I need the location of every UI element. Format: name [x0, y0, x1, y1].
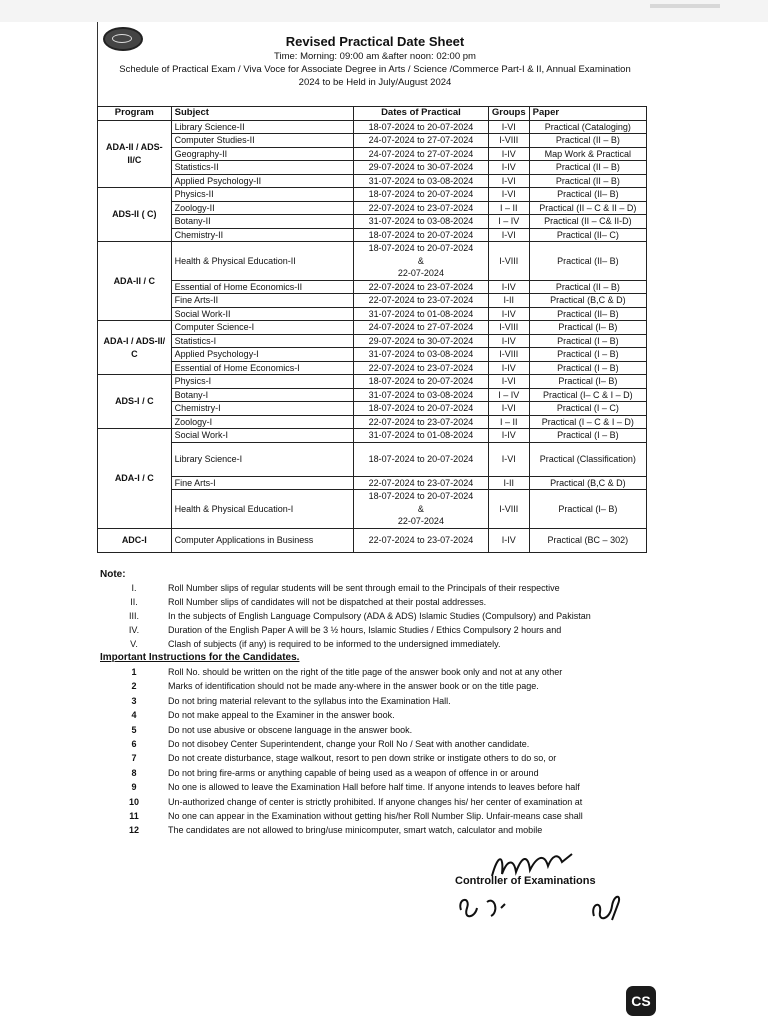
note-item — [100, 581, 660, 595]
date-extra: 22-07-2024 — [397, 268, 444, 278]
controller-signature-title: Controller of Examinations — [455, 875, 596, 887]
program-cell: ADS-I / C — [98, 375, 172, 429]
dates-cell: 31-07-2024 to 01-08-2024 — [354, 429, 489, 443]
table-row — [98, 134, 647, 148]
program-cell: ADA-I / ADS-II/ C — [98, 321, 172, 375]
document-title: Revised Practical Date Sheet — [285, 34, 465, 49]
paper-cell: Practical (II – C& II-D) — [529, 215, 646, 229]
instruction-text: The candidates are not allowed to bring/use minicomputer, smart watch, calculator and mobile — [168, 825, 543, 836]
table-row — [98, 307, 647, 321]
groups-cell: I-VIII — [488, 348, 529, 362]
table-row — [98, 174, 647, 188]
paper-cell: Practical (II – B) — [529, 161, 646, 175]
instruction-number: 1 — [131, 667, 137, 677]
paper-cell: Practical (I– B) — [529, 321, 646, 335]
paper-cell: Practical (II – C & II – D) — [529, 201, 646, 215]
dates-cell: 31-07-2024 to 03-08-2024 — [354, 174, 489, 188]
note-number: V. — [130, 639, 138, 649]
groups-cell: I-IV — [488, 307, 529, 321]
groups-cell: I-VI — [488, 174, 529, 188]
dates-cell: 22-07-2024 to 23-07-2024 — [354, 201, 489, 215]
note-item — [100, 609, 660, 623]
instruction-number: 8 — [131, 767, 137, 778]
subject-cell: Statistics-I — [171, 334, 353, 348]
dates-cell — [354, 490, 489, 529]
table-row — [98, 334, 647, 348]
table-row — [98, 215, 647, 229]
table-row — [98, 201, 647, 215]
date-joiner: & — [417, 255, 424, 266]
subject-cell: Essential of Home Economics-II — [171, 280, 353, 294]
dates-cell: 22-07-2024 to 23-07-2024 — [354, 528, 489, 552]
groups-cell: I-VI — [488, 442, 529, 476]
subject-cell: Botany-II — [171, 215, 353, 229]
subject-cell: Social Work-I — [171, 429, 353, 443]
program-cell: ADC-I — [98, 528, 172, 552]
groups-cell: I-VI — [488, 402, 529, 416]
groups-cell: I-VI — [488, 375, 529, 389]
groups-cell: I-II — [488, 294, 529, 308]
groups-cell: I-II — [488, 476, 529, 490]
note-item — [100, 595, 660, 609]
dates-cell: 22-07-2024 to 23-07-2024 — [354, 294, 489, 308]
dates-cell: 31-07-2024 to 03-08-2024 — [354, 388, 489, 402]
instruction-text: Roll No. should be written on the right of the title page of the answer book only and not at any other — [168, 667, 563, 677]
table-row — [98, 147, 647, 161]
instruction-text: Do not disobey Center Superintendent, change your Roll No / Seat with another candidate. — [168, 739, 530, 750]
header-paper: Paper — [529, 107, 646, 121]
groups-cell: I – II — [488, 201, 529, 215]
instruction-item — [100, 780, 660, 794]
scan-shade — [650, 4, 720, 8]
note-number: II. — [130, 597, 138, 607]
note-number: IV. — [128, 625, 140, 635]
table-row — [98, 361, 647, 375]
dates-cell: 31-07-2024 to 03-08-2024 — [354, 215, 489, 229]
groups-cell: I-IV — [488, 161, 529, 175]
instruction-number: 12 — [128, 825, 139, 836]
table-row — [98, 242, 647, 281]
dates-cell: 31-07-2024 to 03-08-2024 — [354, 348, 489, 362]
camscanner-badge-icon: CS — [626, 986, 656, 1016]
date-range: 18-07-2024 to 20-07-2024 — [368, 491, 474, 501]
dates-cell: 18-07-2024 to 20-07-2024 — [354, 402, 489, 416]
program-cell: ADA-I / C — [98, 429, 172, 529]
subject-cell: Zoology-I — [171, 415, 353, 429]
date-joiner: & — [417, 503, 424, 514]
subject-cell: Physics-I — [171, 375, 353, 389]
paper-cell: Practical (II– C) — [529, 228, 646, 242]
date-range: 18-07-2024 to 20-07-2024 — [368, 243, 474, 253]
groups-cell: I-VIII — [488, 134, 529, 148]
instruction-item — [100, 751, 660, 765]
groups-cell: I – IV — [488, 215, 529, 229]
groups-cell: I-VIII — [488, 490, 529, 529]
table-row — [98, 348, 647, 362]
groups-cell: I-IV — [488, 334, 529, 348]
notes-section — [100, 568, 660, 838]
dates-cell: 24-07-2024 to 27-07-2024 — [354, 134, 489, 148]
table-row — [98, 161, 647, 175]
table-row — [98, 388, 647, 402]
table-row — [98, 321, 647, 335]
subject-cell: Fine Arts-II — [171, 294, 353, 308]
subject-cell: Health & Physical Education-II — [171, 242, 353, 281]
subject-cell: Statistics-II — [171, 161, 353, 175]
header-program: Program — [98, 107, 172, 121]
dates-cell: 18-07-2024 to 20-07-2024 — [354, 228, 489, 242]
paper-cell: Practical (Cataloging) — [529, 120, 646, 134]
program-cell: ADA-II / ADS-II/C — [98, 120, 172, 188]
paper-cell: Practical (II– B) — [529, 188, 646, 202]
dates-cell: 29-07-2024 to 30-07-2024 — [354, 161, 489, 175]
subject-cell: Social Work-II — [171, 307, 353, 321]
paper-cell: Practical (BC – 302) — [529, 528, 646, 552]
date-sheet-table — [97, 106, 647, 553]
table-row — [98, 442, 647, 476]
table-row — [98, 476, 647, 490]
paper-cell: Practical (B,C & D) — [529, 294, 646, 308]
note-number: III. — [128, 611, 139, 621]
instruction-item — [100, 809, 660, 823]
subject-cell: Essential of Home Economics-I — [171, 361, 353, 375]
subject-cell: Computer Science-I — [171, 321, 353, 335]
instruction-item — [100, 737, 660, 751]
notes-heading: Note: — [100, 569, 126, 580]
groups-cell: I-IV — [488, 429, 529, 443]
instruction-text: Do not make appeal to the Examiner in the answer book. — [168, 710, 395, 721]
table-row — [98, 228, 647, 242]
document-header — [100, 34, 650, 89]
instruction-text: Marks of identification should not be made any-where in the answer book or on the title page. — [168, 681, 539, 692]
instructions-heading: Important Instructions for the Candidates. — [100, 652, 300, 663]
dates-cell: 24-07-2024 to 27-07-2024 — [354, 321, 489, 335]
paper-cell: Practical (II– B) — [529, 307, 646, 321]
note-text: Roll Number slips of regular students will be sent through email to the Principals of their respective — [168, 583, 560, 593]
groups-cell: I-VI — [488, 188, 529, 202]
paper-cell: Practical (I – B) — [529, 348, 646, 362]
instruction-item — [100, 665, 660, 679]
groups-cell: I-VI — [488, 120, 529, 134]
paper-cell: Practical (I – B) — [529, 361, 646, 375]
table-row — [98, 415, 647, 429]
paper-cell: Practical (I – C) — [529, 402, 646, 416]
table-row — [98, 294, 647, 308]
groups-cell: I-VI — [488, 228, 529, 242]
paper-cell: Practical (Classification) — [529, 442, 646, 476]
table-row — [98, 402, 647, 416]
instruction-number: 2 — [131, 681, 137, 692]
note-text: In the subjects of English Language Compulsory (ADA & ADS) Islamic Studies (Compulsory) and Pakistan — [168, 611, 591, 621]
paper-cell: Practical (I – B) — [529, 429, 646, 443]
subject-cell: Geography-II — [171, 147, 353, 161]
subject-cell: Library Science-II — [171, 120, 353, 134]
groups-cell: I-VIII — [488, 321, 529, 335]
dates-cell: 31-07-2024 to 01-08-2024 — [354, 307, 489, 321]
scan-top-edge — [0, 0, 768, 22]
subject-cell: Chemistry-II — [171, 228, 353, 242]
subject-cell: Zoology-II — [171, 201, 353, 215]
table-header-row — [98, 107, 647, 121]
dates-cell: 22-07-2024 to 23-07-2024 — [354, 361, 489, 375]
groups-cell: I – IV — [488, 388, 529, 402]
instruction-number: 3 — [131, 695, 137, 706]
header-dates: Dates of Practical — [354, 107, 489, 121]
instruction-number: 5 — [131, 724, 137, 735]
subject-cell: Computer Studies-II — [171, 134, 353, 148]
paper-cell: Practical (II – B) — [529, 134, 646, 148]
table-row — [98, 528, 647, 552]
instruction-item — [100, 766, 660, 780]
header-subject: Subject — [171, 107, 353, 121]
paper-cell: Practical (I– B) — [529, 375, 646, 389]
instruction-number: 10 — [128, 796, 139, 807]
table-row — [98, 120, 647, 134]
dates-cell: 18-07-2024 to 20-07-2024 — [354, 442, 489, 476]
paper-cell: Practical (II – B) — [529, 174, 646, 188]
paper-cell: Practical (B,C & D) — [529, 476, 646, 490]
instruction-item — [100, 679, 660, 693]
paper-cell: Practical (I – B) — [529, 334, 646, 348]
table-row — [98, 375, 647, 389]
initials-scribble-right — [588, 890, 628, 926]
schedule-line-2: 2024 to be Held in July/August 2024 — [298, 77, 452, 88]
note-item — [100, 637, 660, 651]
paper-cell: Map Work & Practical — [529, 147, 646, 161]
instruction-item — [100, 823, 660, 837]
table-row — [98, 280, 647, 294]
instruction-text: No one can appear in the Examination without getting his/her Roll Number Slip. Unfair-means case shall — [168, 811, 583, 822]
note-text: Clash of subjects (if any) is required to be informed to the undersigned immediately. — [168, 639, 501, 649]
note-text: Roll Number slips of candidates will not be dispatched at their postal addresses. — [168, 597, 487, 607]
subject-cell: Computer Applications in Business — [171, 528, 353, 552]
paper-cell: Practical (I – C & I – D) — [529, 415, 646, 429]
dates-cell: 24-07-2024 to 27-07-2024 — [354, 147, 489, 161]
groups-cell: I-IV — [488, 147, 529, 161]
groups-cell: I-IV — [488, 528, 529, 552]
instruction-text: Do not create disturbance, stage walkout, resort to pen down strike or instigate others to do so, or — [168, 753, 557, 764]
groups-cell: I-IV — [488, 280, 529, 294]
subject-cell: Fine Arts-I — [171, 476, 353, 490]
dates-cell: 29-07-2024 to 30-07-2024 — [354, 334, 489, 348]
subject-cell: Physics-II — [171, 188, 353, 202]
exam-time: Time: Morning: 09:00 am &after noon: 02:00 pm — [274, 51, 476, 62]
table-row — [98, 490, 647, 529]
dates-cell: 18-07-2024 to 20-07-2024 — [354, 188, 489, 202]
note-text: Duration of the English Paper A will be 3 ½ hours, Islamic Studies / Ethics Compulsory 2 hours and — [168, 625, 562, 635]
instruction-text: Do not use abusive or obscene language in the answer book. — [168, 724, 413, 735]
subject-cell: Applied Psychology-I — [171, 348, 353, 362]
subject-cell: Health & Physical Education-I — [171, 490, 353, 529]
instruction-text: Un-authorized change of center is strictly prohibited. If anyone changes his/ her center of examination at — [168, 796, 583, 807]
paper-cell: Practical (I– C & I – D) — [529, 388, 646, 402]
dates-cell — [354, 242, 489, 281]
subject-cell: Library Science-I — [171, 442, 353, 476]
dates-cell: 22-07-2024 to 23-07-2024 — [354, 476, 489, 490]
paper-cell: Practical (I– B) — [529, 490, 646, 529]
date-extra: 22-07-2024 — [397, 516, 444, 526]
instruction-number: 7 — [131, 753, 137, 764]
groups-cell: I – II — [488, 415, 529, 429]
subject-cell: Chemistry-I — [171, 402, 353, 416]
header-groups: Groups — [488, 107, 529, 121]
instruction-number: 11 — [129, 811, 139, 822]
schedule-line-1: Schedule of Practical Exam / Viva Voce for Associate Degree in Arts / Science /Commerce Part-I & II, Annual Examination — [119, 64, 631, 75]
program-cell: ADA-II / C — [98, 242, 172, 321]
table-row — [98, 188, 647, 202]
instruction-item — [100, 694, 660, 708]
margin-line — [97, 22, 98, 112]
paper-cell: Practical (II – B) — [529, 280, 646, 294]
instruction-text: No one is allowed to leave the Examination Hall before half time. If anyone intends to leaves before half — [168, 782, 580, 793]
table-row — [98, 429, 647, 443]
note-item — [100, 623, 660, 637]
instruction-text: Do not bring material relevant to the syllabus into the Examination Hall. — [168, 695, 451, 706]
initials-scribble — [455, 890, 525, 924]
instruction-text: Do not bring fire-arms or anything capable of being used as a weapon of offence in or around — [168, 767, 539, 778]
program-cell: ADS-II ( C) — [98, 188, 172, 242]
dates-cell: 18-07-2024 to 20-07-2024 — [354, 120, 489, 134]
instruction-number: 6 — [131, 739, 137, 750]
note-number: I. — [131, 583, 137, 593]
instruction-item — [100, 723, 660, 737]
instruction-number: 4 — [131, 710, 137, 721]
instruction-number: 9 — [131, 782, 137, 793]
instruction-item — [100, 708, 660, 722]
groups-cell: I-IV — [488, 361, 529, 375]
dates-cell: 18-07-2024 to 20-07-2024 — [354, 375, 489, 389]
dates-cell: 22-07-2024 to 23-07-2024 — [354, 280, 489, 294]
paper-cell: Practical (II– B) — [529, 242, 646, 281]
groups-cell: I-VIII — [488, 242, 529, 281]
subject-cell: Botany-I — [171, 388, 353, 402]
subject-cell: Applied Psychology-II — [171, 174, 353, 188]
instruction-item — [100, 795, 660, 809]
dates-cell: 22-07-2024 to 23-07-2024 — [354, 415, 489, 429]
